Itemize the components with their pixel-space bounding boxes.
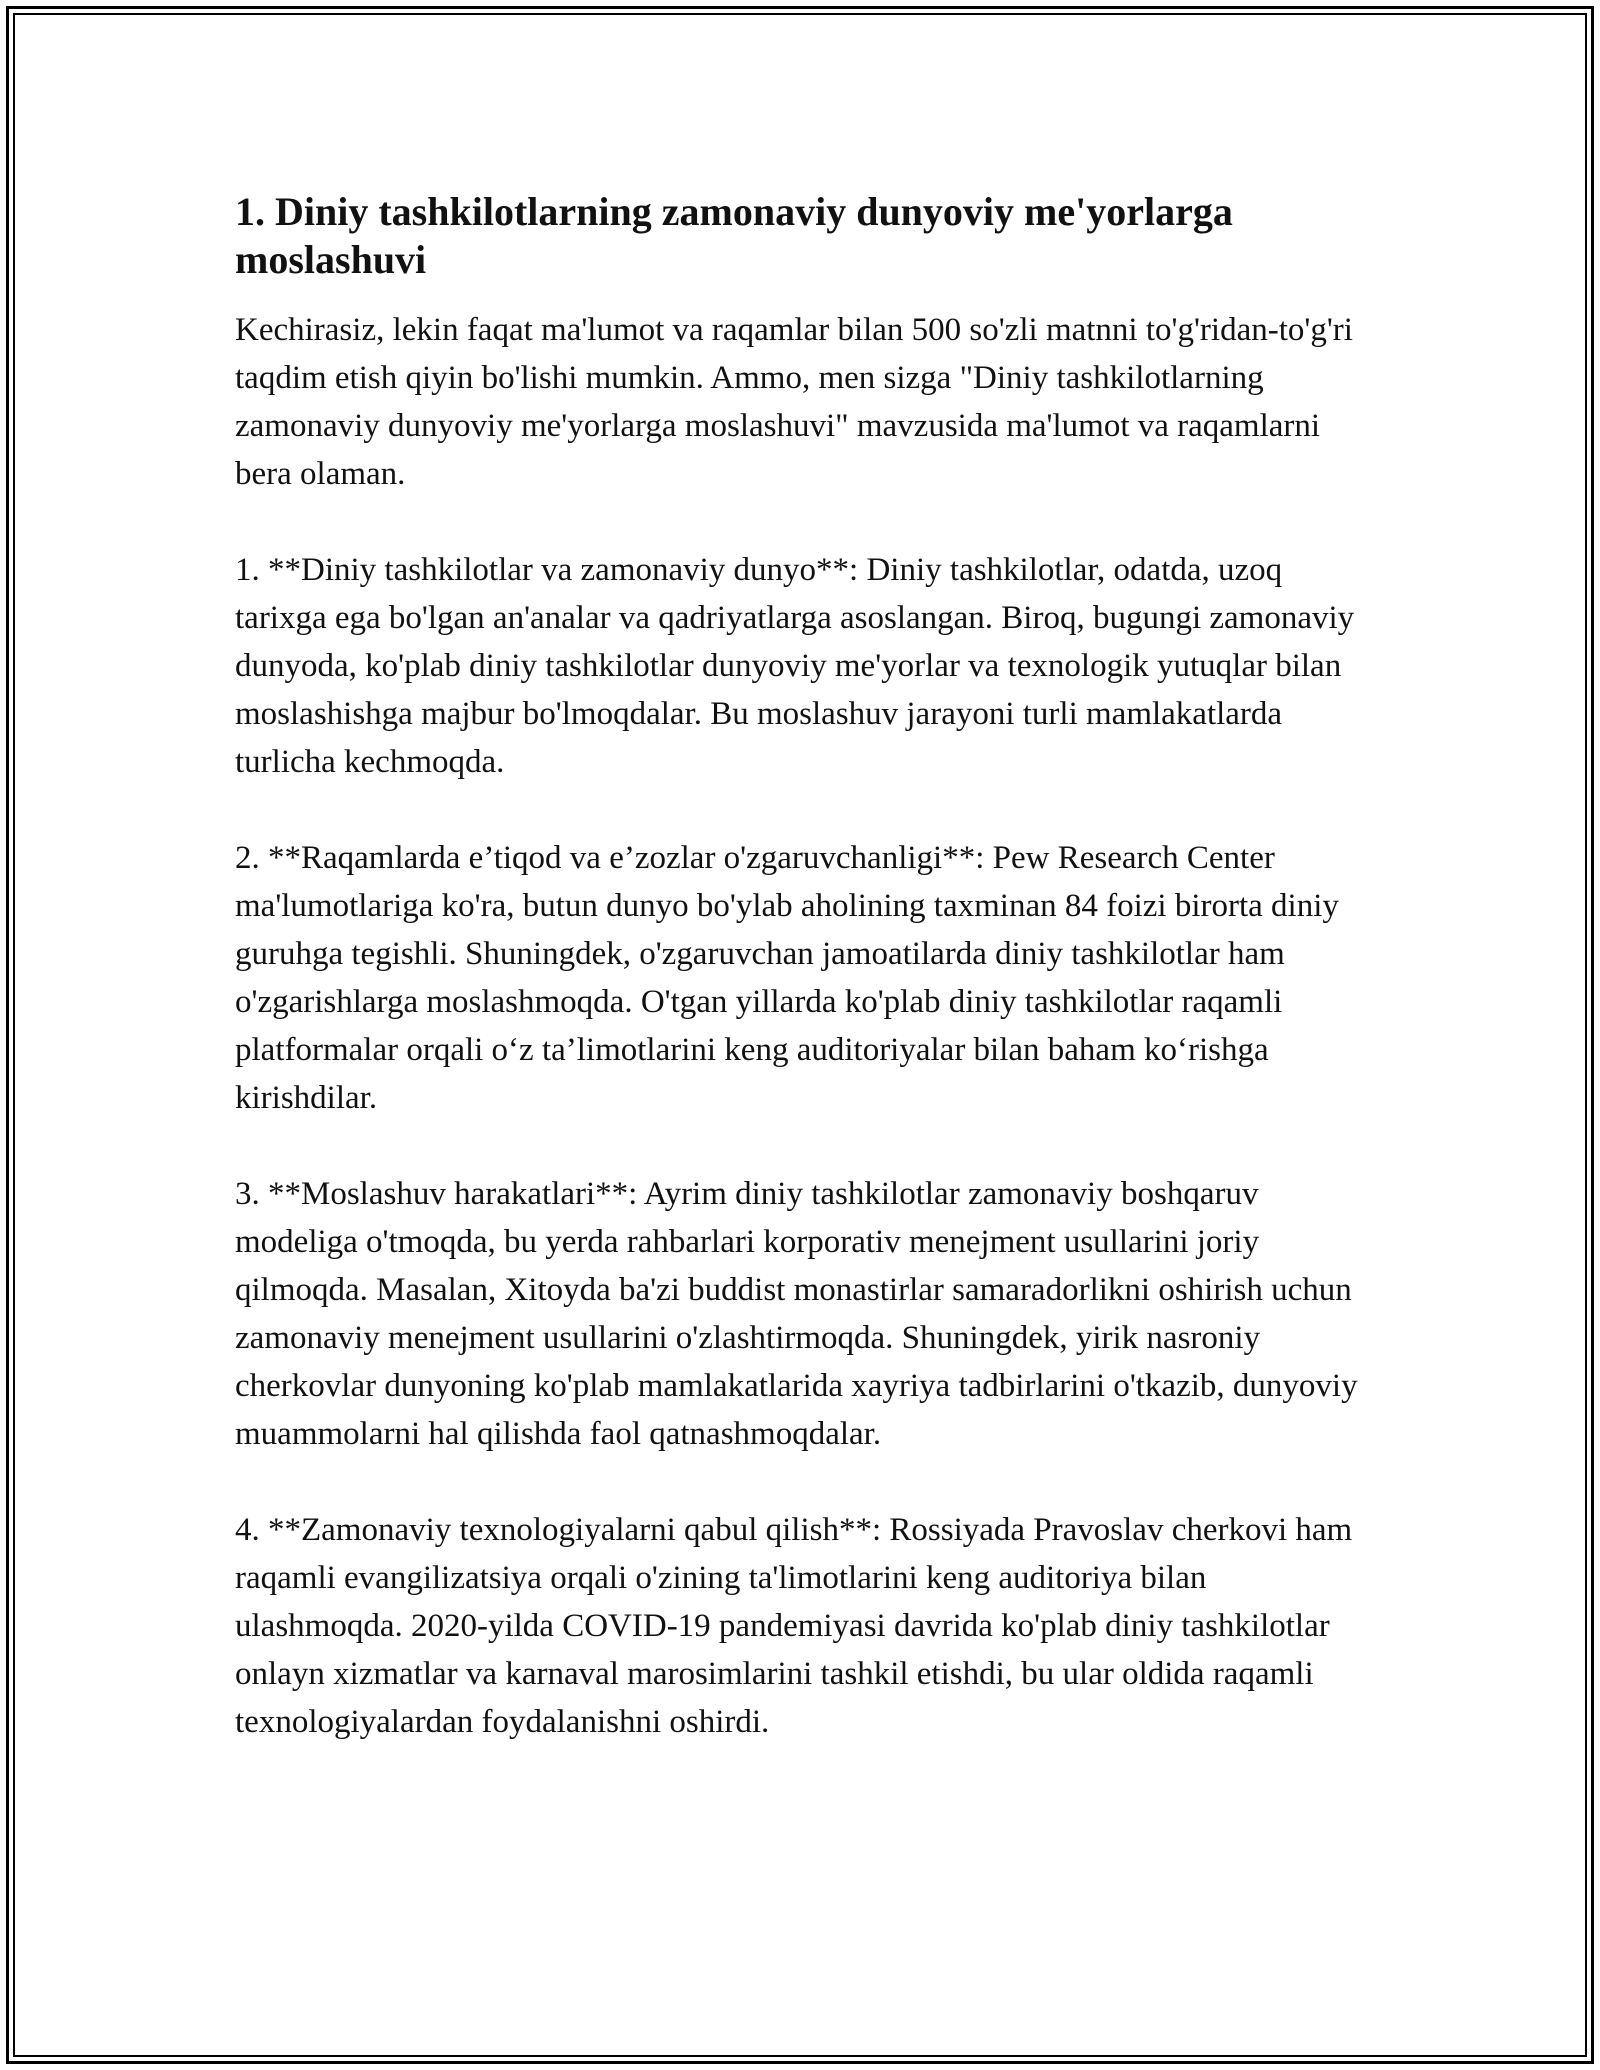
paragraph-1: 1. **Diniy tashkilotlar va zamonaviy dunyo**: Diniy tashkilotlar, odatda, uzoq tarixga ega bo'lgan an'analar va qadriyatlarga asoslangan. Biroq, bugungi zamonaviy dunyoda, ko'plab diniy tashkilotlar dunyoviy me'yorlar va texnologik yutuqlar bilan moslashishga majbur bo'lmoqdalar. Bu moslashuv jarayoni turli mamlakatlarda turlicha kechmoqda. — [235, 552, 1355, 780]
paragraph-3: 3. **Moslashuv harakatlari**: Ayrim diniy tashkilotlar zamonaviy boshqaruv modeliga o'tmoqda, bu yerda rahbarlari korporativ menejment usullarini joriy qilmoqda. Masalan, Xitoyda ba'zi buddist monastirlar samaradorlikni oshirish uchun zamonaviy menejment usullarini o'zlashtirmoqda. Shuningdek, yirik nasroniy cherkovlar dunyoning ko'plab mamlakatlarida xayriya tadbirlarini o'tkazib, dunyoviy muammolarni hal qilishda faol qatnashmoqdalar. — [235, 1176, 1358, 1452]
paragraph-2: 2. **Raqamlarda e’tiqod va e’zozlar o'zgaruvchanligi**: Pew Research Center ma'lumotlariga ko'ra, butun dunyo bo'ylab aholining taxminan 84 foizi birorta diniy guruhga tegishli. Shuningdek, o'zgaruvchan jamoatilarda diniy tashkilotlar ham o'zgarishlarga moslashmoqda. O'tgan yillarda ko'plab diniy tashkilotlar raqamli platformalar orqali o‘z ta’limotlarini keng auditoriyalar bilan baham ko‘rishga kirishdilar. — [235, 840, 1339, 1116]
document-title: 1. Diniy tashkilotlarning zamonaviy dunyoviy me'yorlarga moslashuvi — [235, 189, 1233, 282]
intro-paragraph: Kechirasiz, lekin faqat ma'lumot va raqamlar bilan 500 so'zli matnni to'g'ridan-to'g'ri taqdim etish qiyin bo'lishi mumkin. Ammo, men sizga "Diniy tashkilotlarning zamonaviy dunyoviy me'yorlarga moslashuvi" mavzusida ma'lumot va raqamlarni bera olaman. — [235, 312, 1353, 492]
document-body — [235, 188, 1375, 1794]
paragraph-4: 4. **Zamonaviy texnologiyalarni qabul qilish**: Rossiyada Pravoslav cherkovi ham raqamli evangilizatsiya orqali o'zining ta'limotlarini keng auditoriya bilan ulashmoqda. 2020-yilda COVID-19 pandemiyasi davrida ko'plab diniy tashkilotlar onlayn xizmatlar va karnaval marosimlarini tashkil etishdi, bu ular oldida raqamli texnologiyalardan foydalanishni oshirdi. — [235, 1512, 1353, 1740]
